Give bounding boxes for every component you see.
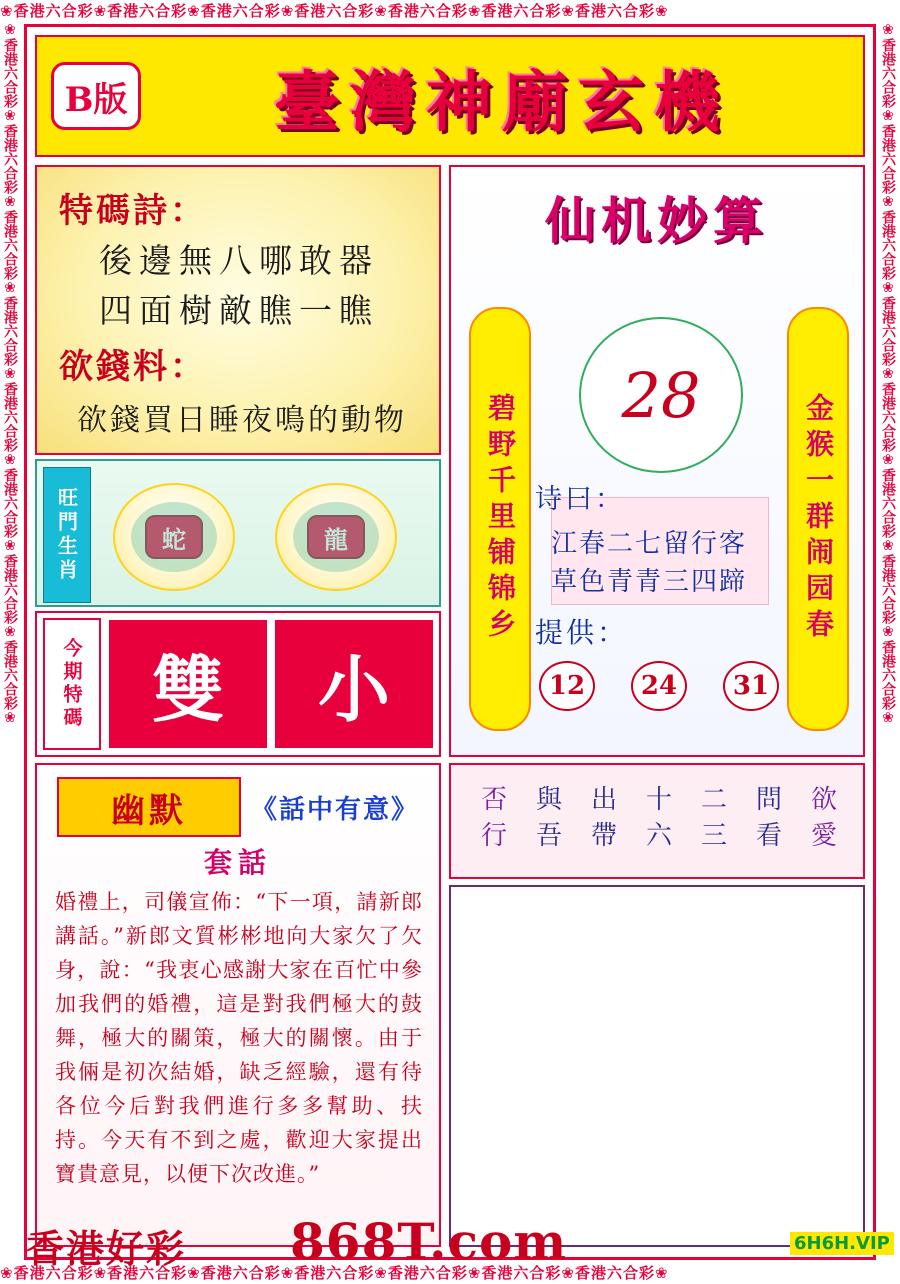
couplet-right-text: 金猴一群闹园春 <box>802 393 835 645</box>
couplet-right <box>787 307 849 731</box>
blank-panel <box>449 885 865 1247</box>
tema-poem-heading: 特碼詩： <box>59 191 207 231</box>
riddle-verse-col-3: 二三 <box>696 785 727 857</box>
main-frame <box>24 24 876 1260</box>
zodiac-item-2-label: 龍 <box>307 515 365 559</box>
humor-subtitle: 《話中有意》 <box>251 795 420 825</box>
tema-poem-line-2: 四面樹敵瞧一瞧 <box>99 291 379 330</box>
verse-line-1: 江春二七留行客 <box>551 529 748 559</box>
marquee-bottom: ❀香港六合彩❀香港六合彩❀香港六合彩❀香港六合彩❀香港六合彩❀香港六合彩❀香港六合彩❀ <box>0 1264 669 1282</box>
riddle-verse-col-7: 否行 <box>476 785 507 857</box>
number-ball-3: 31 <box>723 661 779 711</box>
featured-number: 28 <box>621 358 701 432</box>
zodiac-item-1 <box>113 483 235 591</box>
marquee-top: ❀香港六合彩❀香港六合彩❀香港六合彩❀香港六合彩❀香港六合彩❀香港六合彩❀香港六合彩❀ <box>0 2 669 20</box>
title-banner <box>35 35 865 157</box>
divination-title: 仙机妙算 <box>545 191 769 250</box>
marquee-left <box>0 22 22 1262</box>
lucky-zodiac-panel <box>35 459 441 607</box>
current-tema-label-text: 今期特碼 <box>60 638 83 730</box>
watermark-left: 香港好彩 <box>26 1226 187 1271</box>
lucky-zodiac-label-text: 旺門生肖 <box>54 487 79 583</box>
tema-cell-1: 雙 <box>109 620 267 748</box>
number-ball-1: 12 <box>539 661 595 711</box>
watermark-right: 6H6H.VIP <box>790 1232 894 1255</box>
couplet-left <box>469 307 531 731</box>
humor-body-text: 婚禮上，司儀宣佈：“下一項，請新郎講話。”新郎文質彬彬地向大家欠了欠身，說：“我衷心感謝大家在百忙中參加我們的婚禮，這是對我們極大的鼓舞，極大的關策，極大的關懷。由于我倆是初次結婚，缺乏經驗，還有待各位今后對我們進行多多幫助、扶持。今天有不到之處，歡迎大家提出寶貴意見，以便下次改進。” <box>55 890 423 1186</box>
edition-badge: B版 <box>51 62 141 130</box>
money-riddle-heading: 欲錢料： <box>59 347 207 387</box>
humor-header <box>57 777 241 837</box>
verse-heading: 诗曰： <box>535 484 625 515</box>
provide-label: 提供： <box>535 616 629 649</box>
featured-number-circle <box>579 317 743 473</box>
riddle-verse-panel <box>449 763 865 879</box>
tema-poem-line-1: 後邊無八哪敢器 <box>99 241 379 280</box>
marquee-left-text: ❀香港六合彩❀香港六合彩❀香港六合彩❀香港六合彩❀香港六合彩❀香港六合彩❀香港六合彩❀香港六合彩❀ <box>2 22 18 726</box>
zodiac-item-2 <box>275 483 397 591</box>
divination-panel <box>449 165 865 757</box>
number-ball-2: 24 <box>631 661 687 711</box>
verse-line-2: 草色青青三四蹄 <box>551 567 748 597</box>
riddle-verse-col-1: 欲愛 <box>806 785 837 857</box>
zodiac-item-1-label: 蛇 <box>145 515 203 559</box>
marquee-right <box>878 22 900 1262</box>
couplet-left-text: 碧野千里铺锦乡 <box>484 393 517 645</box>
zodiac-aura-icon <box>293 502 379 572</box>
zodiac-aura-icon <box>131 502 217 572</box>
tema-cell-2: 小 <box>275 620 433 748</box>
humor-panel <box>35 763 441 1247</box>
current-tema-label <box>43 618 101 750</box>
watermark-center: 868T.com <box>290 1212 568 1271</box>
marquee-right-text: ❀香港六合彩❀香港六合彩❀香港六合彩❀香港六合彩❀香港六合彩❀香港六合彩❀香港六合彩❀香港六合彩❀ <box>880 22 896 726</box>
current-tema-panel <box>35 611 441 757</box>
lucky-zodiac-label <box>43 467 91 603</box>
money-riddle-line: 欲錢買日睡夜鳴的動物 <box>77 403 407 438</box>
riddle-verse-col-2: 問看 <box>751 785 782 857</box>
humor-tag: 套話 <box>203 846 272 879</box>
page-title: 臺灣神廟玄機 <box>274 62 730 141</box>
humor-header-text: 幽默 <box>111 790 187 831</box>
riddle-verse-col-4: 十六 <box>641 785 672 857</box>
provided-numbers <box>539 661 779 711</box>
riddle-verse-col-6: 與吾 <box>531 785 562 857</box>
riddle-verse-col-5: 出帶 <box>586 785 617 857</box>
tema-poem-panel <box>35 165 441 455</box>
riddle-verse-grid <box>474 785 841 857</box>
